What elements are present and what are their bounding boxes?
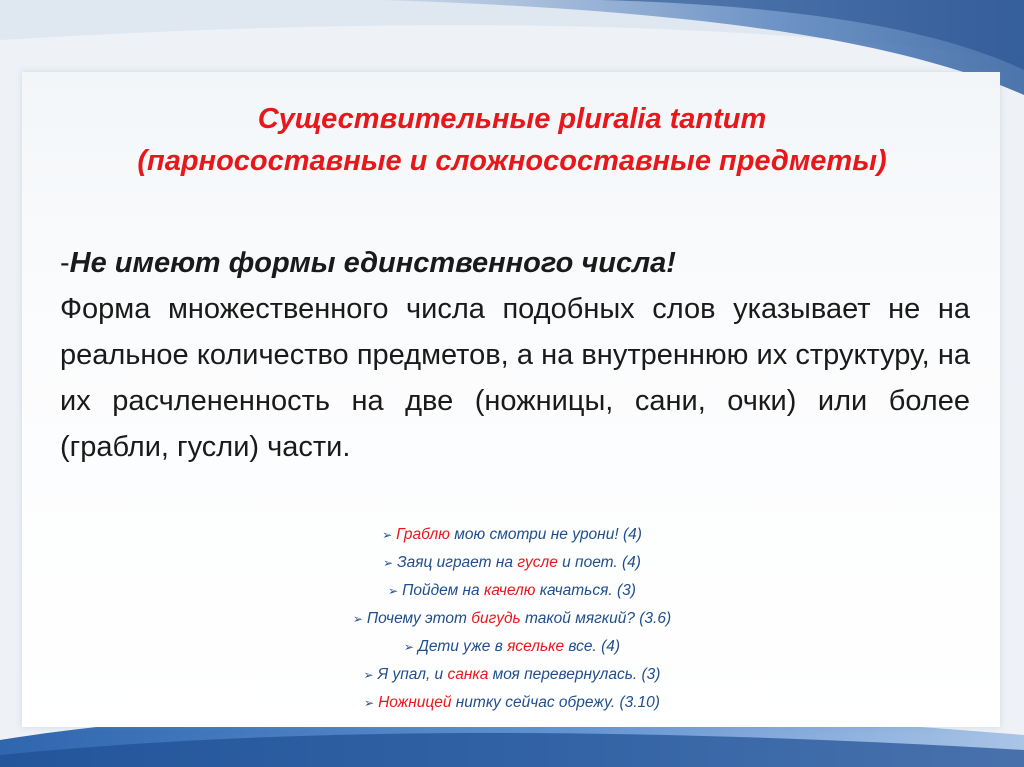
example-text-before: Почему этот bbox=[366, 610, 472, 627]
example-text-after: нитку сейчас обрежу. (3.10) bbox=[451, 694, 660, 711]
example-item bbox=[40, 521, 984, 549]
title-line-2: (парносоставные и сложносоставные предметы) bbox=[137, 145, 887, 177]
lead-statement bbox=[60, 240, 970, 286]
example-text-before: Заяц играет на bbox=[397, 554, 518, 571]
arrow-bullet-icon: ➢ bbox=[388, 584, 399, 598]
example-text-after: все. (4) bbox=[564, 638, 621, 655]
example-text-after: мою смотри не урони! (4) bbox=[449, 526, 642, 543]
example-text-before: Пойдем на bbox=[402, 582, 484, 599]
example-highlight-word: качелю bbox=[483, 582, 536, 599]
body-text bbox=[60, 240, 970, 470]
example-item bbox=[40, 549, 984, 577]
example-text-after: качаться. (3) bbox=[535, 582, 636, 599]
example-highlight-word: гусле bbox=[517, 554, 558, 571]
example-item bbox=[40, 605, 984, 633]
title-line-1: Существительные pluralia tantum bbox=[257, 103, 767, 135]
examples-list bbox=[40, 521, 984, 717]
arrow-bullet-icon: ➢ bbox=[364, 696, 375, 710]
example-text-after: такой мягкий? (3.6) bbox=[520, 610, 672, 627]
example-highlight-word: ясельке bbox=[507, 638, 565, 655]
arrow-bullet-icon: ➢ bbox=[382, 528, 393, 542]
example-text-before: Я упал, и bbox=[377, 666, 448, 683]
example-item bbox=[40, 577, 984, 605]
example-highlight-word: санка bbox=[447, 666, 489, 683]
arrow-bullet-icon: ➢ bbox=[383, 556, 394, 570]
lead-text: Не имеют формы единственного числа! bbox=[69, 247, 676, 279]
arrow-bullet-icon: ➢ bbox=[403, 640, 414, 654]
example-highlight-word: Ножницей bbox=[378, 694, 452, 711]
example-item bbox=[40, 633, 984, 661]
example-item bbox=[40, 661, 984, 689]
explanation-paragraph: Форма множественного числа подобных слов указывает не на реальное количество предметов, а на внутреннюю их структуру, на их расчлененность на две (ножницы, сани, очки) или более (грабли, гусли) части. bbox=[60, 293, 970, 463]
arrow-bullet-icon: ➢ bbox=[352, 612, 363, 626]
lead-dash: - bbox=[60, 247, 70, 279]
slide-title bbox=[40, 98, 984, 182]
example-highlight-word: Граблю bbox=[396, 526, 450, 543]
example-text-after: и поет. (4) bbox=[557, 554, 641, 571]
example-text-before: Дети уже в bbox=[417, 638, 508, 655]
example-text-after: моя перевернулась. (3) bbox=[488, 666, 661, 683]
example-highlight-word: бигудь bbox=[471, 610, 521, 627]
arrow-bullet-icon: ➢ bbox=[363, 668, 374, 682]
example-item bbox=[40, 689, 984, 717]
